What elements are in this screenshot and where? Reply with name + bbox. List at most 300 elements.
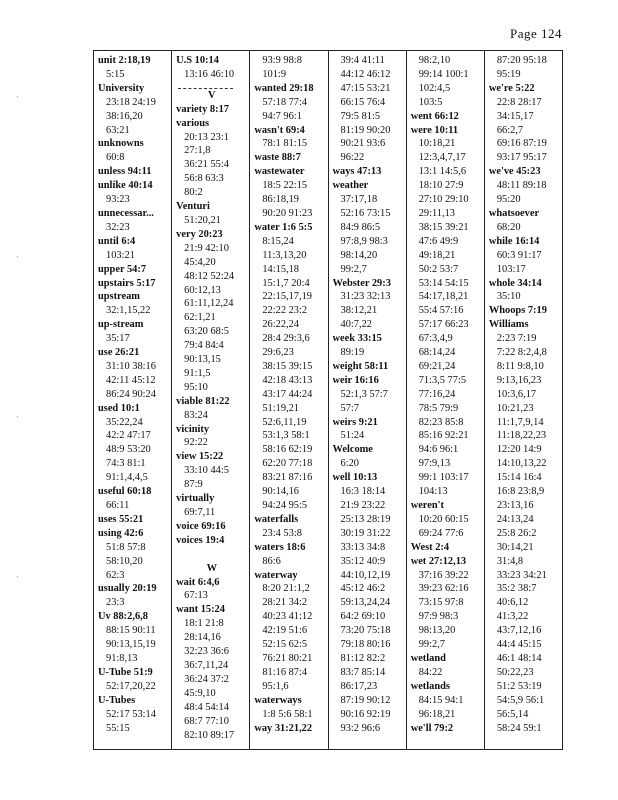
index-reference-line: 35:12 40:9 [340,555,386,567]
index-reference-line: 78:5 79:9 [418,402,459,414]
index-reference-line: 103:5 [418,96,443,108]
index-entry: unit 2:18,19 [98,55,151,66]
index-entry: U-Tubes [98,694,136,706]
index-reference-line: 11:3,13,20 [262,249,307,261]
index-reference-line: 93:2 96:6 [340,722,381,734]
index-reference-line: 36:21 55:4 [184,159,229,171]
index-reference-line: 101:9 [262,68,287,80]
index-reference-line: 35:22,24 [106,416,143,428]
index-reference-line: 51:2 53:19 [496,680,542,692]
index-reference-line: 85:16 92:21 [418,430,469,442]
index-reference-line: 5:15 [106,68,125,80]
index-reference-line: 81:16 87:4 [262,666,308,678]
index-reference-line: 10:20 60:15 [418,513,469,525]
index-reference-line: 31:10 38:16 [106,360,156,372]
index-reference-line: 28:21 34:2 [262,597,308,609]
index-reference-line: 10:3,6,17 [496,388,537,400]
index-reference-line: 91:8,13 [106,652,138,664]
index-reference-line: 64:2 69:10 [340,611,386,623]
index-entry: wasn't 69:4 [254,124,305,136]
index-reference-line: 52:15 62:5 [262,639,308,651]
index-column-5 [407,51,485,749]
index-reference-line: 37:16 39:22 [418,569,469,581]
index-reference-line: 99:14 100:1 [418,68,469,80]
index-reference-line: 45:9,10 [184,687,216,699]
index-reference-line: 94:6 96:1 [418,444,459,456]
index-reference-line: 44:4 45:15 [496,639,542,651]
index-reference-line: 52:17 53:14 [106,708,156,720]
index-entry: weather [332,180,369,192]
index-reference-line: 93:23 [106,194,130,206]
index-reference-line: 38:15 39:21 [418,221,469,233]
index-reference-line: 93:9 98:8 [262,55,302,66]
margin-mark: · [16,92,19,102]
index-column-3 [250,51,328,749]
index-reference-line: 25:13 28:19 [340,513,391,525]
index-entry: unlike 40:14 [98,180,153,192]
index-reference-line: 52:6,11,19 [262,416,307,428]
index-entry: Uv 88:2,6,8 [98,611,148,623]
index-reference-line: 57:7 [340,402,359,414]
index-reference-line: 40:7,22 [340,319,372,331]
index-entry: wetlands [410,680,450,692]
index-reference-line: 56:8 63:3 [184,173,224,185]
index-reference-line: 6:20 [340,458,359,470]
index-reference-line: 10:21,23 [496,402,534,414]
blank-line [176,548,247,562]
index-reference-line: 63:20 68:5 [184,326,229,338]
index-reference-line: 86:6 [262,555,281,567]
index-entry: wanted 29:18 [254,82,314,94]
index-entry: West 2:4 [410,541,450,553]
index-reference-line: 57:17 66:23 [418,319,469,331]
index-reference-line: 24:13,24 [496,513,534,525]
index-reference-line: 69:21,24 [418,360,456,372]
index-reference-line: 71:3,5 77:5 [418,374,467,386]
index-reference-line: 12:20 14:9 [496,444,542,456]
index-reference-line: 51:8 57:8 [106,541,146,553]
index-reference-line: 45:4,20 [184,256,216,268]
index-reference-line: 96:22 [340,152,365,164]
index-entry: we'll 79:2 [410,722,454,734]
index-reference-line: 10:18,21 [418,138,456,150]
index-reference-line: 15:1,7 20:4 [262,277,310,289]
index-reference-line: 98:2,10 [418,55,451,66]
index-reference-line: 52:16 73:15 [340,207,391,219]
index-entry: whole 34:14 [488,277,542,289]
index-reference-line: 98:13,20 [418,625,456,637]
index-entry: while 16:14 [488,235,540,247]
index-reference-line: 56:5,14 [496,708,529,720]
index-reference-line: 82:23 85:8 [418,416,464,428]
index-reference-line: 32:23 36:6 [184,646,229,658]
index-reference-line: 60:12,13 [184,284,221,296]
index-reference-line: 51:24 [340,430,365,442]
index-entry: unknowns [98,138,144,150]
index-reference-line: 69:24 77:6 [418,527,464,539]
index-reference-line: 41:3,22 [496,611,529,623]
index-entry: U.S 10:14 [176,55,219,66]
index-reference-line: 104:13 [418,486,448,498]
index-reference-line: 11:1,7,9,14 [496,416,544,428]
index-reference-line: 92:22 [184,437,208,449]
index-reference-line: 28:4 29:3,6 [262,333,310,345]
index-reference-line: 18:1 21:8 [184,618,224,630]
index-reference-line: 11:18,22,23 [496,430,547,442]
index-entry: went 66:12 [410,110,459,122]
index-reference-line: 48:9 53:20 [106,444,151,456]
index-reference-line: 50:22,23 [496,666,534,678]
index-reference-line: 18:10 27:9 [418,180,464,192]
index-reference-line: 36:24 37:2 [184,673,229,685]
index-reference-line: 88:15 90:11 [106,625,156,637]
index-reference-line: 66:2,7 [496,124,524,136]
index-entry: usually 20:19 [98,583,157,595]
index-entry: uses 55:21 [98,513,144,525]
index-entry: virtually [176,493,215,505]
index-reference-line: 51:19,21 [262,402,300,414]
index-reference-line: 99:2,7 [340,263,367,275]
index-reference-line: 94:24 95:5 [262,500,308,511]
index-entry: wastewater [254,166,305,178]
index-entry: very 20:23 [176,228,223,240]
index-reference-line: 79:5 81:5 [340,110,381,122]
index-reference-line: 69:7,11 [184,507,216,518]
index-reference-line: 87:19 90:12 [340,694,391,706]
index-entry: we're 5:22 [488,82,535,94]
index-reference-line: 93:17 95:17 [496,152,547,164]
index-reference-line: 54:5,9 56:1 [496,694,545,706]
margin-mark: · [16,572,19,582]
index-column-1 [94,51,172,749]
index-reference-line: 38:12,21 [340,305,378,317]
index-reference-line: 69:16 87:19 [496,138,547,150]
index-reference-line: 87:20 95:18 [496,55,547,66]
index-reference-line: 91:1,5 [184,367,211,379]
index-reference-line: 62:1,21 [184,312,216,324]
index-reference-line: 74:3 81:1 [106,458,146,470]
index-reference-line: 82:10 89:17 [184,729,235,741]
index-reference-line: 42:18 43:13 [262,374,313,386]
index-reference-line: 95:10 [184,381,208,393]
index-column-2 [172,51,250,749]
index-reference-line: 87:9 [184,479,203,491]
index-entry: wet 27:12,13 [410,555,467,567]
index-reference-line: 84:9 86:5 [340,221,381,233]
index-reference-line: 8:11 9:8,10 [496,360,544,372]
index-reference-line: 9:13,16,23 [496,374,542,386]
index-reference-line: 48:4 54:14 [184,701,229,713]
index-reference-line: 42:11 45:12 [106,374,156,386]
index-entry: waterways [254,694,302,706]
index-reference-line: 90:16 92:19 [340,708,391,720]
index-entry: variety 8:17 [176,103,229,115]
index-reference-line: 8:20 21:1,2 [262,583,310,595]
index-reference-line: 38:15 39:15 [262,360,313,372]
index-entry: weight 58:11 [332,360,389,372]
index-reference-line: 102:4,5 [418,82,451,94]
index-reference-line: 52:17,20,22 [106,680,156,692]
index-reference-line: 49:18,21 [418,249,456,261]
index-reference-line: 43:17 44:24 [262,388,313,400]
index-column-4 [329,51,407,749]
index-reference-line: 55:15 [106,722,130,734]
index-reference-line: 39:23 62:16 [418,583,469,595]
index-entry: waterway [254,569,298,581]
index-reference-line: 94:7 96:1 [262,110,302,122]
index-reference-line: 40:23 41:12 [262,611,313,623]
index-reference-line: 89:19 [340,347,365,359]
index-reference-line: 39:4 41:11 [340,55,385,66]
index-reference-line: 40:6,12 [496,597,529,609]
index-entry: well 10:13 [332,472,378,484]
index-entry: until 6:4 [98,235,136,247]
index-reference-line: 58:10,20 [106,555,143,567]
index-reference-line: 66:15 76:4 [340,96,386,108]
index-reference-line: 62:3 [106,569,125,581]
index-reference-line: 12:3,4,7,17 [418,152,466,164]
index-reference-line: 84:15 94:1 [418,694,464,706]
index-reference-line: 83:21 87:16 [262,472,313,484]
index-reference-line: 90:21 93:6 [340,138,386,150]
index-reference-line: 32:23 [106,221,130,233]
index-reference-line: 16:8 23:8,9 [496,486,545,498]
index-reference-line: 57:18 77:4 [262,96,308,108]
index-reference-line: 23:4 53:8 [262,527,302,539]
index-reference-line: 73:15 97:8 [418,597,464,609]
index-reference-line: 95:19 [496,68,521,80]
index-reference-line: 86:17,23 [340,680,378,692]
index-reference-line: 35:17 [106,333,130,345]
index-reference-line: 99:1 103:17 [418,472,469,484]
index-entry: upstream [98,291,140,303]
index-reference-line: 22:22 23:2 [262,305,308,317]
index-reference-line: 73:20 75:18 [340,625,391,637]
index-reference-line: 44:10,12,19 [340,569,391,581]
index-entry: were 10:11 [410,124,459,136]
index-reference-line: 66:11 [106,500,130,511]
index-reference-line: 86:24 90:24 [106,388,156,400]
index-reference-line: 58:24 59:1 [496,722,542,734]
index-reference-line: 95:20 [496,194,521,206]
margin-mark: · [16,252,19,262]
index-reference-line: 18:5 22:15 [262,180,308,192]
index-reference-line: 37:17,18 [340,194,378,206]
index-reference-line: 53:14 54:15 [418,277,469,289]
index-reference-line: 103:17 [496,263,526,275]
index-reference-line: 95:1,6 [262,680,289,692]
index-entry: want 15:24 [176,604,225,616]
index-entry: ways 47:13 [332,166,382,178]
index-reference-line: 14:10,13,22 [496,458,547,470]
index-entry: wetland [410,652,446,664]
index-reference-line: 13:1 14:5,6 [418,166,467,178]
index-reference-line: 45:12 46:2 [340,583,386,595]
index-reference-line: 31:23 32:13 [340,291,391,303]
index-entry: voice 69:16 [176,520,226,532]
index-entry: Welcome [332,444,373,456]
index-reference-line: 79:4 84:4 [184,340,224,352]
index-reference-line: 35:2 38:7 [496,583,537,595]
index-reference-line: 21:9 23:22 [340,500,386,511]
section-letter: W [206,562,217,574]
page-number: Page 124 [509,26,562,41]
index-entry: Webster 29:3 [332,277,391,289]
index-entry: Whoops 7:19 [488,305,547,317]
index-reference-line: 63:21 [106,124,130,136]
index-reference-line: 97:9 98:3 [418,611,459,623]
index-reference-line: 68:20 [496,221,521,233]
index-entry: way 31:21,22 [254,722,313,734]
index-entry: wait 6:4,6 [176,576,220,588]
index-reference-line: 90:14,16 [262,486,300,498]
index-entry: upper 54:7 [98,263,147,275]
index-reference-line: 23:13,16 [496,500,534,511]
index-reference-line: 50:2 53:7 [418,263,459,275]
index-entry: used 10:1 [98,402,140,414]
index-reference-line: 80:2 [184,187,203,199]
index-reference-line: 27:1,8 [184,145,211,157]
index-entry: weir 16:16 [332,374,379,386]
index-reference-line: 96:18,21 [418,708,456,720]
index-reference-line: 33:10 44:5 [184,465,229,477]
index-reference-line: 98:14,20 [340,249,378,261]
index-reference-line: 22:15,17,19 [262,291,312,303]
index-column-6 [485,51,562,749]
index-reference-line: 42:19 51:6 [262,625,308,637]
index-reference-line: 60:3 91:17 [496,249,542,261]
index-reference-line: 29:6,23 [262,347,294,359]
index-reference-line: 46:1 48:14 [496,652,542,664]
index-reference-line: 16:3 18:14 [340,486,386,498]
index-reference-line: 81:12 82:2 [340,652,386,664]
index-reference-line: 2:23 7:19 [496,333,537,345]
index-reference-line: 35:10 [496,291,521,303]
index-reference-line: 21:9 42:10 [184,242,229,254]
index-entry: weren't [410,500,444,511]
index-reference-line: 90:13,15,19 [106,639,156,651]
index-entry: voices 19:4 [176,534,225,546]
index-reference-line: 76:21 80:21 [262,652,313,664]
index-reference-line: 27:10 29:10 [418,194,469,206]
index-reference-line: 81:19 90:20 [340,124,391,136]
index-reference-line: 91:1,4,4,5 [106,472,148,484]
index-reference-line: 7:22 8:2,4,8 [496,347,547,359]
index-entry: University [98,82,145,94]
index-reference-line: 36:7,11,24 [184,659,229,671]
index-reference-line: 48:11 89:18 [496,180,547,192]
index-entry: weirs 9:21 [332,416,378,428]
index-reference-line: 13:16 46:10 [184,68,235,80]
index-entry: Venturi [176,201,210,213]
index-reference-line: 26:22,24 [262,319,300,331]
index-entry: whatsoever [488,207,540,219]
index-entry: viable 81:22 [176,395,230,407]
margin-mark: · [16,412,19,422]
index-reference-line: 59:13,24,24 [340,597,391,609]
index-entry: waters 18:6 [254,541,306,553]
index-entry: waste 88:7 [254,152,301,164]
index-reference-line: 23:3 [106,597,125,609]
index-reference-line: 67:13 [184,590,208,602]
index-reference-line: 47:6 49:9 [418,235,459,247]
index-reference-line: 52:1,3 57:7 [340,388,388,400]
index-reference-line: 77:16,24 [418,388,456,400]
index-reference-line: 14:15,18 [262,263,300,275]
index-entry: up-stream [98,319,144,331]
word-index-table [93,50,563,750]
index-reference-line: 79:18 80:16 [340,639,391,651]
index-reference-line: 48:12 52:24 [184,270,235,282]
index-reference-line: 38:16,20 [106,110,143,122]
index-reference-line: 20:13 23:1 [184,131,229,143]
index-reference-line: 33:23 34:21 [496,569,547,581]
index-reference-line: 62:20 77:18 [262,458,313,470]
index-reference-line: 60:8 [106,152,125,164]
index-entry: unless 94:11 [98,166,152,178]
index-reference-line: 28:14,16 [184,632,221,644]
index-reference-line: 34:15,17 [496,110,534,122]
index-reference-line: 83:24 [184,409,208,421]
index-reference-line: 97:9,13 [418,458,451,470]
index-entry: various [176,117,210,129]
index-reference-line: 90:13,15 [184,354,221,366]
index-entry: water 1:6 5:5 [254,221,313,233]
index-reference-line: 25:8 26:2 [496,527,537,539]
index-entry: use 26:21 [98,347,140,359]
index-reference-line: 42:2 47:17 [106,430,151,442]
index-reference-line: 53:1,3 58:1 [262,430,310,442]
index-entry: week 33:15 [332,333,382,345]
index-reference-line: 90:20 91:23 [262,207,313,219]
index-reference-line: 33:13 34:8 [340,541,386,553]
index-entry: Williams [488,319,529,331]
index-reference-line: 30:14,21 [496,541,534,553]
index-reference-line: 55:4 57:16 [418,305,464,317]
index-reference-line: 47:15 53:21 [340,82,391,94]
index-entry: unnecessar... [98,207,154,219]
index-reference-line: 61:11,12,24 [184,298,234,310]
index-entry: waterfalls [254,513,299,525]
index-reference-line: 15:14 16:4 [496,472,542,484]
index-reference-line: 97:8,9 98:3 [340,235,388,247]
index-reference-line: 29:11,13 [418,207,455,219]
index-entry: view 15:22 [176,451,224,463]
index-entry: upstairs 5:17 [98,277,156,289]
index-reference-line: 68:14,24 [418,347,456,359]
index-entry: we've 45:23 [488,166,541,178]
index-reference-line: 99:2,7 [418,639,445,651]
index-reference-line: 8:15,24 [262,235,294,247]
index-reference-line: 23:18 24:19 [106,96,156,108]
index-reference-line: 84:22 [418,666,443,678]
index-reference-line: 30:19 31:22 [340,527,391,539]
index-reference-line: 43:7,12,16 [496,625,542,637]
index-entry: using 42:6 [98,527,144,539]
section-letter: V [208,89,216,101]
index-reference-line: 86:18,19 [262,194,300,206]
index-reference-line: 54:17,18,21 [418,291,469,303]
index-reference-line: 103:21 [106,249,135,261]
index-reference-line: 83:7 85:14 [340,666,386,678]
index-reference-line: 78:1 81:15 [262,138,308,150]
index-reference-line: 31:4,8 [496,555,524,567]
index-reference-line: 67:3,4,9 [418,333,453,345]
index-reference-line: 1:8 5:6 58:1 [262,708,313,720]
index-reference-line: 32:1,15,22 [106,305,151,317]
index-reference-line: 44:12 46:12 [340,68,391,80]
index-reference-line: 22:8 28:17 [496,96,542,108]
